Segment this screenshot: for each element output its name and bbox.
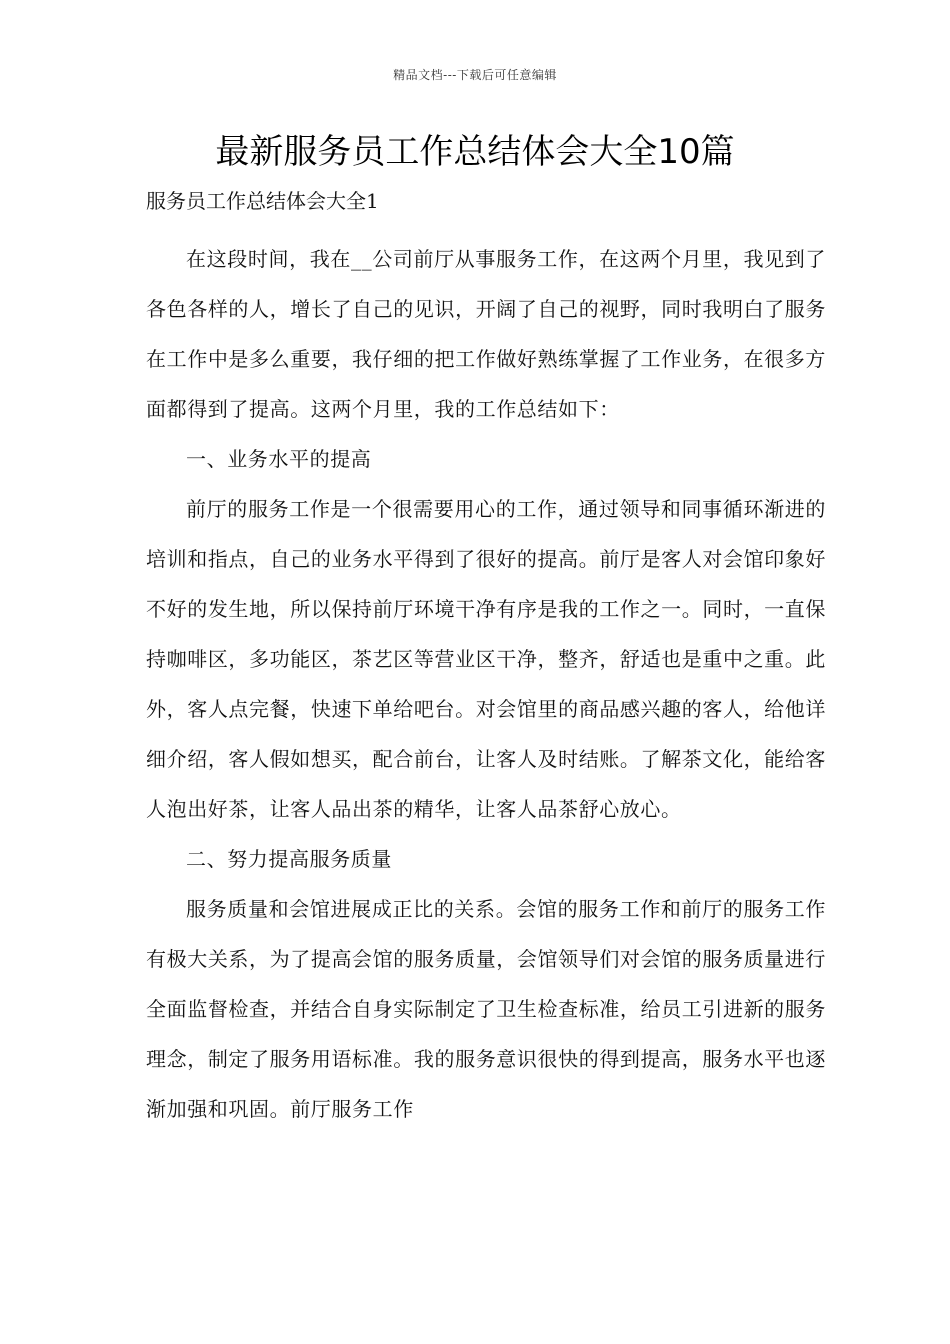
document-body xyxy=(146,234,826,1134)
section-heading: 二、努力提高服务质量 xyxy=(186,847,392,871)
section-heading: 一、业务水平的提高 xyxy=(186,447,372,471)
document-title: 最新服务员工作总结体会大全10篇 xyxy=(215,132,735,172)
document-subtitle: 服务员工作总结体会大全1 xyxy=(146,189,379,213)
body-paragraph: 服务质量和会馆进展成正比的关系。会馆的服务工作和前厅的服务工作有极大关系，为了提高会馆的服务质量，会馆领导们对会馆的服务质量进行全面监督检查，并结合自身实际制定了卫生检查标准，给员工引进新的服务理念，制定了服务用语标准。我的服务意识很快的得到提高，服务水平也逐渐加强和巩固。前厅服务工作 xyxy=(146,897,826,1121)
body-paragraph: 在这段时间，我在__公司前厅从事服务工作，在这两个月里，我见到了各色各样的人，增长了自己的见识，开阔了自己的视野，同时我明白了服务在工作中是多么重要，我仔细的把工作做好熟练掌握了工作业务，在很多方面都得到了提高。这两个月里，我的工作总结如下： xyxy=(146,247,826,421)
header-note: 精品文档---下载后可任意编辑 xyxy=(393,68,557,82)
body-paragraph: 前厅的服务工作是一个很需要用心的工作，通过领导和同事循环渐进的培训和指点，自己的业务水平得到了很好的提高。前厅是客人对会馆印象好不好的发生地，所以保持前厅环境干净有序是我的工作之一。同时，一直保持咖啡区，多功能区，茶艺区等营业区干净，整齐，舒适也是重中之重。此外，客人点完餐，快速下单给吧台。对会馆里的商品感兴趣的客人，给他详细介绍，客人假如想买，配合前台，让客人及时结账。了解茶文化，能给客人泡出好茶，让客人品出茶的精华，让客人品茶舒心放心。 xyxy=(146,497,826,821)
